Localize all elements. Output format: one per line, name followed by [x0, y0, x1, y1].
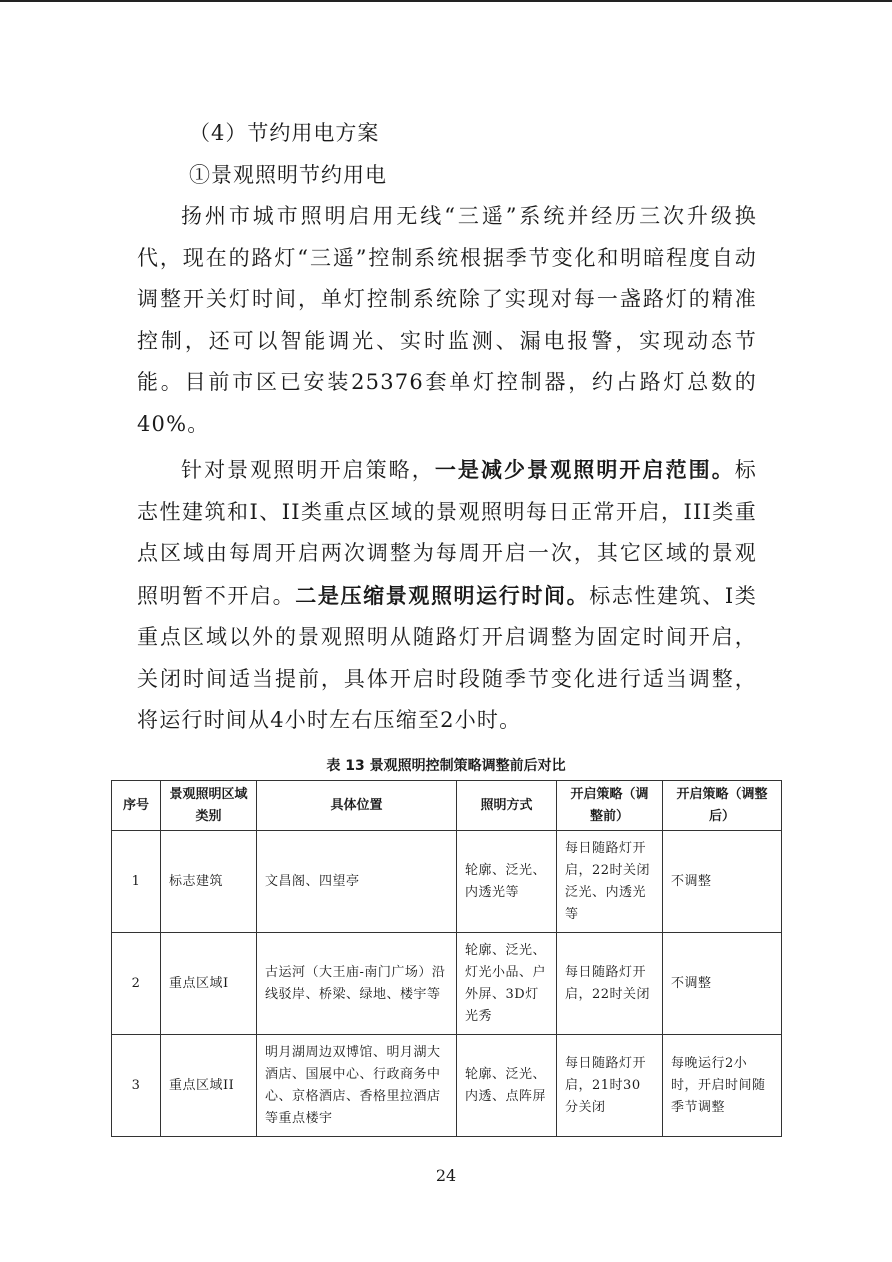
header-before: 开启策略（调整前） [557, 781, 663, 831]
paragraph-lighting-strategy [137, 449, 757, 742]
strategy-detail-one: 标志性建筑和I、II类重点区域的景观照明每日正常开启，III类重点区域由每周开启两次调整为每周开启一次，其它区域的景观照明暂不开启。 [137, 458, 757, 608]
document-body [137, 112, 757, 742]
strategy-detail-two: 标志性建筑、I类重点区域以外的景观照明从随路灯开启调整为固定时间开启，关闭时间适当提前，具体开启时段随季节变化进行适当调整，将运行时间从4小时左右压缩至2小时。 [137, 583, 757, 732]
cell-location: 文昌阁、四望亭 [257, 831, 457, 933]
page-number: 24 [435, 1166, 457, 1185]
header-category: 景观照明区域类别 [161, 781, 257, 831]
cell-location: 古运河（大王庙-南门广场）沿线驳岸、桥梁、绿地、楼宇等 [257, 933, 457, 1035]
table-header-row [112, 781, 782, 831]
header-method: 照明方式 [457, 781, 557, 831]
cell-after: 每晚运行2小时，开启时间随季节调整 [663, 1035, 782, 1137]
cell-method: 轮廓、泛光、内透、点阵屏 [457, 1035, 557, 1137]
cell-before: 每日随路灯开启，22时关闭 [557, 933, 663, 1035]
table-row [112, 1035, 782, 1137]
cell-category: 重点区域II [161, 1035, 257, 1137]
strategy-point-two: 二是压缩景观照明运行时间。 [295, 582, 590, 608]
cell-before: 每日随路灯开启，22时关闭泛光、内透光等 [557, 831, 663, 933]
cell-method: 轮廓、泛光、灯光小品、户外屏、3D灯光秀 [457, 933, 557, 1035]
subsection-heading: ①景观照明节约用电 [189, 163, 387, 187]
cell-after: 不调整 [663, 831, 782, 933]
table-row [112, 933, 782, 1035]
cell-seq: 3 [112, 1035, 161, 1137]
cell-location: 明月湖周边双博馆、明月湖大酒店、国展中心、行政商务中心、京格酒店、香格里拉酒店等重点楼宇 [257, 1035, 457, 1137]
cell-seq: 1 [112, 831, 161, 933]
header-location: 具体位置 [257, 781, 457, 831]
paragraph-lighting-system: 扬州市城市照明启用无线“三遥”系统并经历三次升级换代，现在的路灯“三遥”控制系统根据季节变化和明暗程度自动调整开关灯时间，单灯控制系统除了实现对每一盏路灯的精准控制，还可以智能调光、实时监测、漏电报警，实现动态节能。目前市区已安装25376套单灯控制器，约占路灯总数的40%。 [137, 204, 757, 436]
header-seq: 序号 [112, 781, 161, 831]
section-heading: （4）节约用电方案 [189, 121, 380, 145]
cell-seq: 2 [112, 933, 161, 1035]
cell-before: 每日随路灯开启，21时30分关闭 [557, 1035, 663, 1137]
header-after: 开启策略（调整后） [663, 781, 782, 831]
table-row [112, 831, 782, 933]
lighting-strategy-table [111, 780, 782, 1137]
strategy-intro: 针对景观照明开启策略， [181, 458, 435, 482]
strategy-point-one: 一是减少景观照明开启范围。 [434, 457, 735, 482]
top-border-line [0, 0, 892, 2]
table-caption: 表 13 景观照明控制策略调整前后对比 [326, 758, 566, 774]
cell-category: 重点区域I [161, 933, 257, 1035]
cell-after: 不调整 [663, 933, 782, 1035]
cell-method: 轮廓、泛光、内透光等 [457, 831, 557, 933]
cell-category: 标志建筑 [161, 831, 257, 933]
